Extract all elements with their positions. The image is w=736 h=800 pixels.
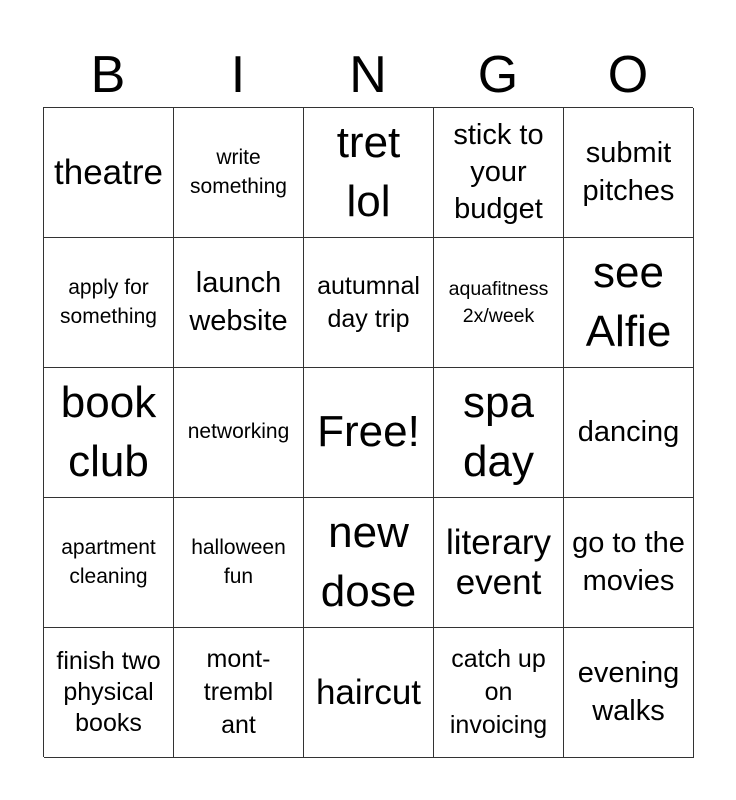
cell-label: submit pitches [582, 137, 675, 207]
bingo-cell[interactable] [434, 238, 564, 368]
cell-label: book club [60, 378, 157, 486]
bingo-cell[interactable] [304, 108, 434, 238]
bingo-cell[interactable] [434, 628, 564, 758]
bingo-cell[interactable] [434, 498, 564, 628]
bingo-cell[interactable] [304, 498, 434, 628]
cell-label: finish two physical books [56, 646, 161, 738]
bingo-cell[interactable] [174, 368, 304, 498]
cell-label: stick to your budget [453, 118, 544, 226]
bingo-cell[interactable] [174, 498, 304, 628]
header-letter-b: B [90, 46, 126, 104]
bingo-cell[interactable] [564, 368, 694, 498]
cell-label: spa day [463, 378, 534, 486]
free-space-cell[interactable] [304, 368, 434, 498]
header-letter-g: G [477, 46, 519, 104]
cell-label: theatre [54, 152, 163, 192]
header-letter-o: O [607, 46, 649, 104]
cell-label: launch website [189, 267, 288, 337]
cell-label: write something [190, 145, 287, 198]
cell-label: haircut [315, 672, 422, 712]
bingo-cell[interactable] [304, 238, 434, 368]
bingo-cell[interactable] [434, 368, 564, 498]
bingo-cell[interactable] [304, 628, 434, 758]
bingo-cell[interactable] [174, 108, 304, 238]
bingo-cell[interactable] [44, 108, 174, 238]
cell-label: evening walks [577, 657, 680, 727]
bingo-cell[interactable] [174, 238, 304, 368]
free-space-label: Free! [317, 407, 420, 457]
cell-label: mont-tremblant [203, 645, 274, 739]
bingo-cell[interactable] [434, 108, 564, 238]
bingo-cell[interactable] [564, 108, 694, 238]
bingo-cell[interactable] [174, 628, 304, 758]
bingo-grid [43, 107, 693, 757]
cell-label: literary event [445, 523, 552, 602]
bingo-cell[interactable] [44, 628, 174, 758]
bingo-header [43, 44, 693, 106]
cell-label: apply for something [60, 275, 157, 328]
cell-label: apartment cleaning [61, 535, 156, 588]
cell-label: new dose [320, 508, 417, 616]
cell-label: aquafitness 2x/week [448, 278, 549, 327]
header-letter-i: I [230, 46, 246, 104]
bingo-cell[interactable] [564, 498, 694, 628]
cell-label: autumnal day trip [317, 271, 420, 333]
cell-label: go to the movies [572, 527, 685, 597]
cell-label: halloween fun [191, 535, 286, 588]
bingo-cell[interactable] [44, 368, 174, 498]
cell-label: networking [187, 420, 290, 444]
cell-label: tret lol [336, 118, 401, 226]
cell-label: catch up on invoicing [449, 645, 548, 739]
bingo-cell[interactable] [44, 238, 174, 368]
cell-label: see Alfie [585, 248, 672, 356]
cell-label: dancing [577, 415, 680, 448]
bingo-cell[interactable] [564, 238, 694, 368]
bingo-cell[interactable] [44, 498, 174, 628]
header-letter-n: N [349, 46, 387, 104]
bingo-cell[interactable] [564, 628, 694, 758]
